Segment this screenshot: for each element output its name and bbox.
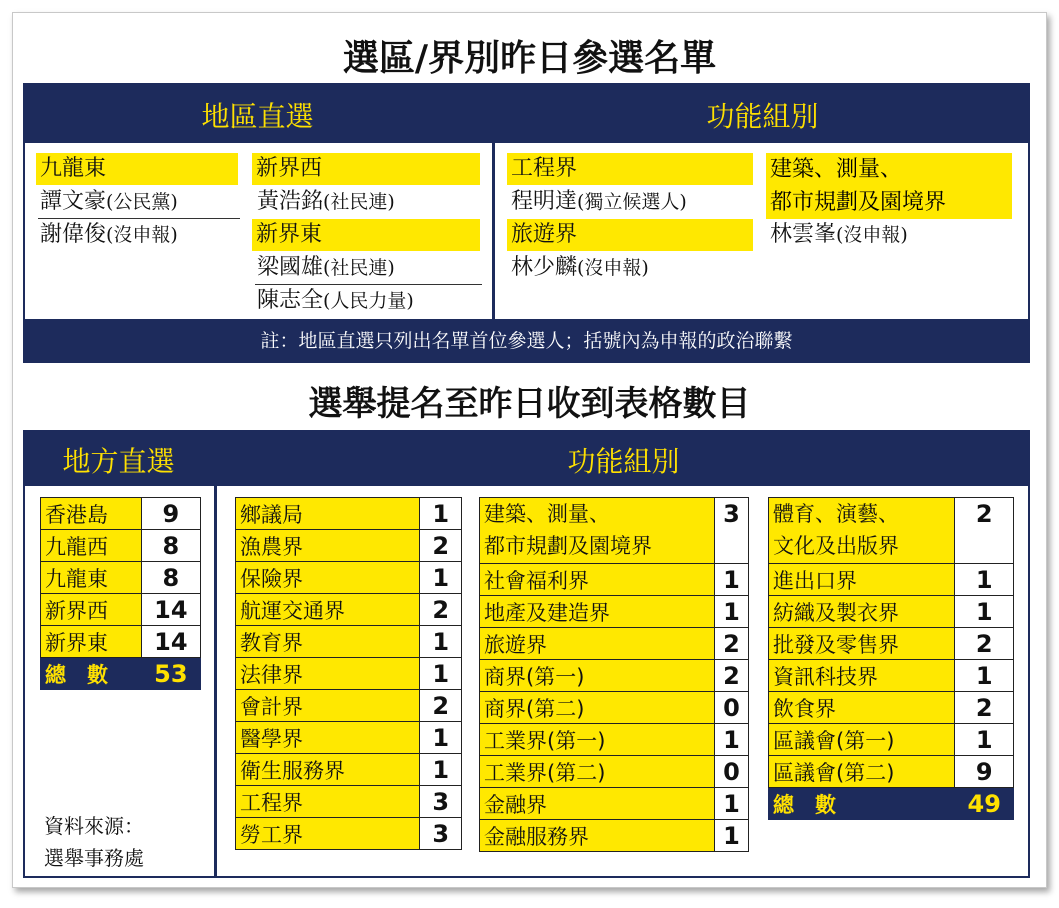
row-label: 旅遊界 — [480, 628, 715, 660]
row-value: 2 — [955, 498, 1014, 564]
table-row — [41, 626, 201, 658]
table-row — [236, 722, 462, 754]
local-table — [40, 497, 201, 690]
row-value: 1 — [420, 626, 462, 658]
table-row — [480, 756, 749, 788]
functional-label-engineering: 工程界 — [507, 153, 753, 185]
row-label: 九龍西 — [41, 530, 142, 562]
candidate-row: 梁國雄(社民連) — [255, 252, 482, 285]
total-value: 49 — [955, 788, 1014, 820]
row-label: 保險界 — [236, 562, 420, 594]
source-line: 選舉事務處 — [44, 846, 144, 870]
row-value: 1 — [955, 724, 1014, 756]
table-row — [769, 692, 1014, 724]
row-value: 2 — [714, 660, 748, 692]
row-label: 航運交通界 — [236, 594, 420, 626]
candidate-row: 林少麟(沒申報) — [511, 255, 649, 280]
bottom-title: 選舉提名至昨日收到表格數目 — [308, 384, 751, 424]
row-value: 2 — [420, 530, 462, 562]
row-label: 金融服務界 — [480, 820, 715, 852]
candidate-row: 程明達(獨立候選人) — [511, 189, 687, 214]
fc-table-1 — [235, 497, 462, 850]
table-row — [236, 754, 462, 786]
row-label: 工業界(第一) — [480, 724, 715, 756]
candidate-row: 林雲峯(沒申報) — [770, 222, 908, 247]
row-value: 0 — [714, 692, 748, 724]
label-line: 體育、演藝、 — [773, 502, 899, 526]
row-label: 法律界 — [236, 658, 420, 690]
row-label: 新界東 — [41, 626, 142, 658]
row-value: 2 — [714, 628, 748, 660]
table-row — [41, 498, 201, 530]
source-note — [44, 810, 144, 874]
row-value: 9 — [141, 498, 200, 530]
row-value: 1 — [714, 820, 748, 852]
row-value: 9 — [955, 756, 1014, 788]
row-label: 工業界(第二) — [480, 756, 715, 788]
total-label: 總 數 — [41, 658, 142, 690]
row-label: 會計界 — [236, 690, 420, 722]
row-label: 資訊科技界 — [769, 660, 955, 692]
table-row — [480, 692, 749, 724]
row-label: 勞工界 — [236, 818, 420, 850]
row-label: 九龍東 — [41, 562, 142, 594]
table-row — [769, 660, 1014, 692]
table-row — [236, 818, 462, 850]
table-row — [480, 820, 749, 852]
row-value: 1 — [714, 788, 748, 820]
row-value: 3 — [420, 786, 462, 818]
row-value: 1 — [714, 596, 748, 628]
row-label: 漁農界 — [236, 530, 420, 562]
row-label: 區議會(第二) — [769, 756, 955, 788]
label-line: 建築、測量、 — [770, 157, 903, 182]
table-row — [236, 690, 462, 722]
row-label: 地產及建造界 — [480, 596, 715, 628]
table-row — [236, 626, 462, 658]
total-row — [769, 788, 1014, 820]
table-row — [480, 498, 749, 564]
total-row — [41, 658, 201, 690]
row-value: 2 — [420, 594, 462, 626]
candidate-row: 黃浩銘(社民連) — [257, 189, 395, 214]
row-label: 醫學界 — [236, 722, 420, 754]
row-value: 1 — [714, 564, 748, 596]
row-value: 8 — [141, 530, 200, 562]
table-row — [480, 724, 749, 756]
district-header: 地區直選 — [201, 100, 314, 133]
functional-header: 功能組別 — [706, 100, 819, 133]
row-label: 工程界 — [236, 786, 420, 818]
row-value: 1 — [420, 722, 462, 754]
label-line: 都市規劃及園境界 — [770, 190, 947, 215]
table-row — [236, 658, 462, 690]
row-label: 區議會(第一) — [769, 724, 955, 756]
table-row — [41, 594, 201, 626]
table-row — [236, 498, 462, 530]
row-value: 1 — [714, 724, 748, 756]
note-bar: 註：地區直選只列出名單首位參選人；括號內為申報的政治聯繫 — [23, 319, 1030, 363]
row-label: 進出口界 — [769, 564, 955, 596]
row-value: 1 — [420, 658, 462, 690]
candidate-row: 謝偉俊(沒申報) — [40, 222, 178, 247]
table-row — [769, 628, 1014, 660]
functional-label-tourism: 旅遊界 — [507, 219, 753, 251]
row-label: 社會福利界 — [480, 564, 715, 596]
row-label: 紡織及製衣界 — [769, 596, 955, 628]
table-row — [480, 660, 749, 692]
table-row — [769, 596, 1014, 628]
table-row — [236, 530, 462, 562]
row-label: 商界(第二) — [480, 692, 715, 724]
table-row — [236, 562, 462, 594]
row-label: 教育界 — [236, 626, 420, 658]
label-line: 文化及出版界 — [773, 534, 899, 558]
row-value: 3 — [420, 818, 462, 850]
row-value: 8 — [141, 562, 200, 594]
district-label-nt-west: 新界西 — [252, 153, 480, 185]
label-line: 建築、測量、 — [484, 502, 610, 526]
row-value: 1 — [420, 754, 462, 786]
table-row — [236, 594, 462, 626]
functional-count-header: 功能組別 — [567, 445, 680, 478]
row-value: 2 — [955, 692, 1014, 724]
row-label: 衛生服務界 — [236, 754, 420, 786]
row-value: 0 — [714, 756, 748, 788]
row-label: 鄉議局 — [236, 498, 420, 530]
table-row — [41, 530, 201, 562]
table-row — [769, 724, 1014, 756]
table-row — [480, 788, 749, 820]
row-value: 1 — [955, 564, 1014, 596]
candidate-row: 陳志全(人民力量) — [257, 288, 414, 313]
top-title: 選區/界別昨日參選名單 — [342, 38, 717, 79]
functional-label-architecture — [766, 153, 1012, 219]
row-label: 商界(第一) — [480, 660, 715, 692]
row-value: 14 — [141, 626, 200, 658]
row-value: 2 — [420, 690, 462, 722]
candidate-row: 譚文豪(公民黨) — [38, 186, 240, 219]
table-row — [41, 562, 201, 594]
table-row — [480, 564, 749, 596]
fc-table-2 — [479, 497, 749, 852]
row-label: 新界西 — [41, 594, 142, 626]
total-label: 總 數 — [769, 788, 955, 820]
row-value: 1 — [955, 660, 1014, 692]
table-row — [236, 786, 462, 818]
row-value: 2 — [955, 628, 1014, 660]
row-value: 1 — [420, 562, 462, 594]
total-value: 53 — [141, 658, 200, 690]
row-label — [769, 498, 955, 564]
row-value: 1 — [955, 596, 1014, 628]
row-label: 金融界 — [480, 788, 715, 820]
fc-table-3 — [768, 497, 1014, 820]
row-value: 3 — [714, 498, 748, 564]
table-row — [480, 628, 749, 660]
table-row — [769, 564, 1014, 596]
row-label: 香港島 — [41, 498, 142, 530]
local-header: 地方直選 — [62, 445, 175, 478]
district-label-nt-east: 新界東 — [252, 219, 480, 251]
row-value: 1 — [420, 498, 462, 530]
row-label: 飲食界 — [769, 692, 955, 724]
source-line: 資料來源： — [44, 814, 144, 838]
table-row — [769, 498, 1014, 564]
table-row — [769, 756, 1014, 788]
row-label: 批發及零售界 — [769, 628, 955, 660]
row-label — [480, 498, 715, 564]
district-label-kln-east: 九龍東 — [36, 153, 238, 185]
table-row — [480, 596, 749, 628]
label-line: 都市規劃及園境界 — [484, 534, 652, 558]
row-value: 14 — [141, 594, 200, 626]
